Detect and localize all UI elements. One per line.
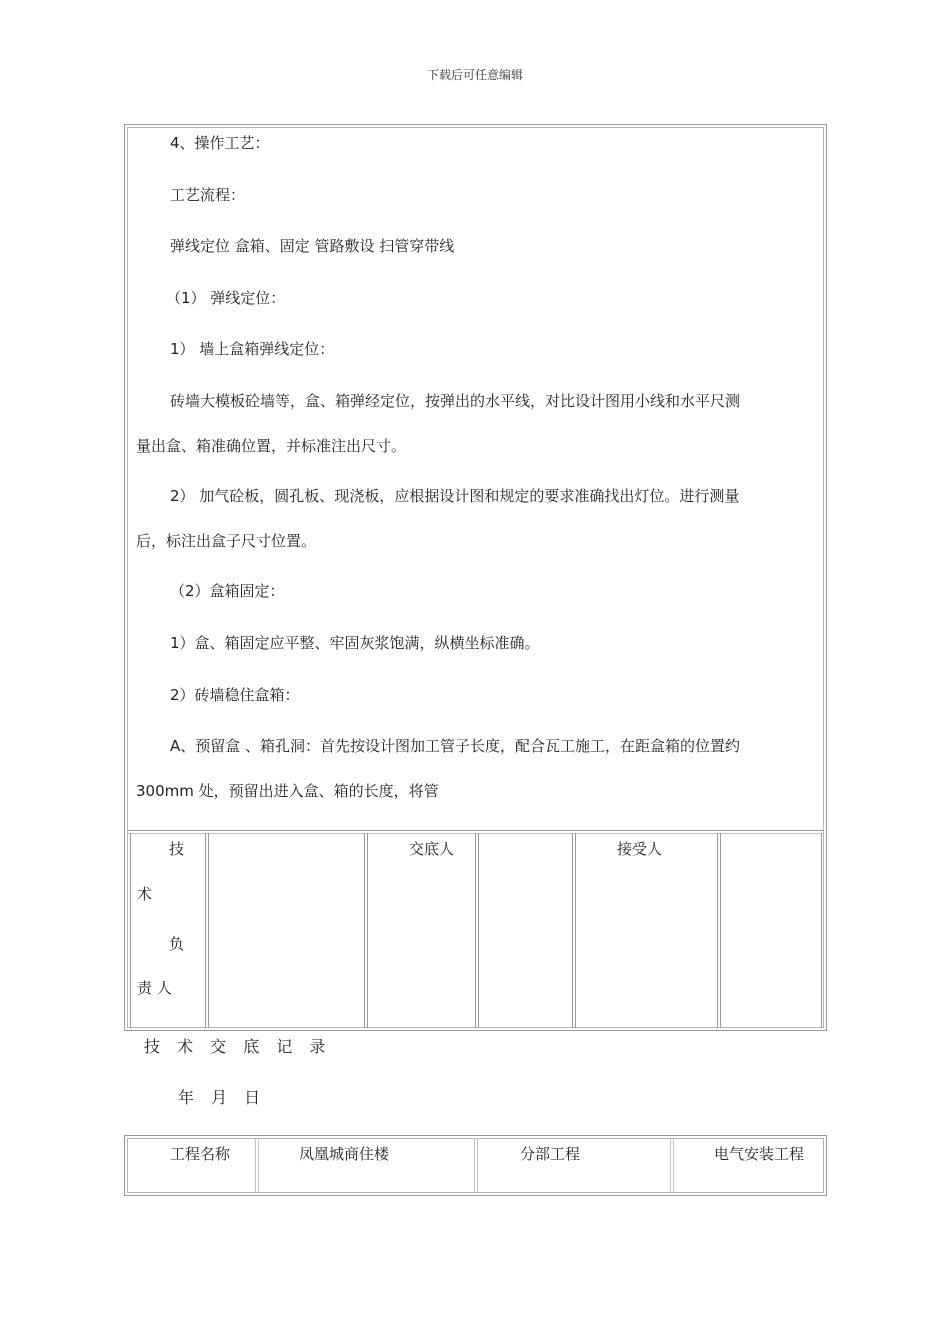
project-table-divider [474, 1138, 475, 1193]
subproject-value: 电气安装工程 [714, 1145, 805, 1163]
project-table-divider [258, 1138, 259, 1193]
record-title: 技 术 交 底 记 录 [144, 1037, 332, 1056]
flow-steps: 弹线定位 盒箱、固定 管路敷设 扫管穿带线 [170, 237, 455, 255]
receiver-label: 接受人 [617, 840, 663, 858]
tech-lead-char-2: 术 [137, 885, 153, 903]
project-name-label: 工程名称 [170, 1145, 231, 1163]
sign-row-divider [572, 833, 573, 1028]
sec1-item2-line2: 后，标注出盒子尺寸位置。 [136, 532, 317, 550]
sec2-item2: 2）砖墙稳住盒箱： [170, 686, 300, 704]
tech-lead-char-3: 负 [169, 935, 185, 953]
sec1-title: （1） 弹线定位： [166, 289, 286, 307]
project-table-divider [670, 1138, 671, 1193]
sec1-item1-title: 1） 墙上盒箱弹线定位： [170, 340, 335, 358]
handover-label: 交底人 [409, 840, 455, 858]
subproject-label: 分部工程 [520, 1145, 581, 1163]
project-table-divider [477, 1138, 478, 1193]
sec1-item1-body-line1: 砖墙大模板砼墙等，盒、箱弹经定位，按弹出的水平线，对比设计图用小线和水平尺测 [170, 392, 741, 410]
record-date: 年 月 日 [178, 1088, 267, 1107]
sign-row-divider [717, 833, 718, 1028]
project-table-divider [255, 1138, 256, 1193]
sec1-item1-body-line2: 量出盒、箱准确位置，并标准注出尺寸。 [136, 437, 407, 455]
sign-row-divider [821, 833, 822, 1028]
header-note: 下载后可任意编辑 [426, 68, 523, 82]
sec2-item1: 1）盒、箱固定应平整、牢固灰浆饱满，纵横坐标准确。 [170, 634, 540, 652]
tech-lead-char-4: 责 人 [137, 979, 172, 997]
sec2-itemA-line1: A、预留盒 、箱孔洞：首先按设计图加工管子长度，配合瓦工施工，在距盒箱的位置约 [170, 737, 741, 755]
sign-row-divider [720, 833, 721, 1028]
sec1-item2-line1: 2） 加气砼板，圆孔板、现浇板，应根据设计图和规定的要求准确找出灯位。进行测量 [170, 487, 740, 505]
project-table-divider [673, 1138, 674, 1193]
section-heading: 4、操作工艺： [170, 134, 270, 152]
sign-row-divider [367, 833, 368, 1028]
sign-row-divider [130, 833, 131, 1028]
sign-row-divider [208, 833, 209, 1028]
sign-row-top-border [127, 830, 824, 831]
sign-row-divider [205, 833, 206, 1028]
flow-label: 工艺流程： [170, 186, 246, 204]
sign-row-divider [475, 833, 476, 1028]
sign-row-divider [364, 833, 365, 1028]
sec2-itemA-line2: 300mm 处，预留出进入盒、箱的长度，将管 [136, 782, 439, 800]
project-name-value: 凤凰城商住楼 [299, 1145, 390, 1163]
sign-row-divider [575, 833, 576, 1028]
sec2-title: （2）盒箱固定： [170, 582, 285, 600]
sign-row-divider [478, 833, 479, 1028]
tech-lead-char-1: 技 [169, 840, 185, 858]
